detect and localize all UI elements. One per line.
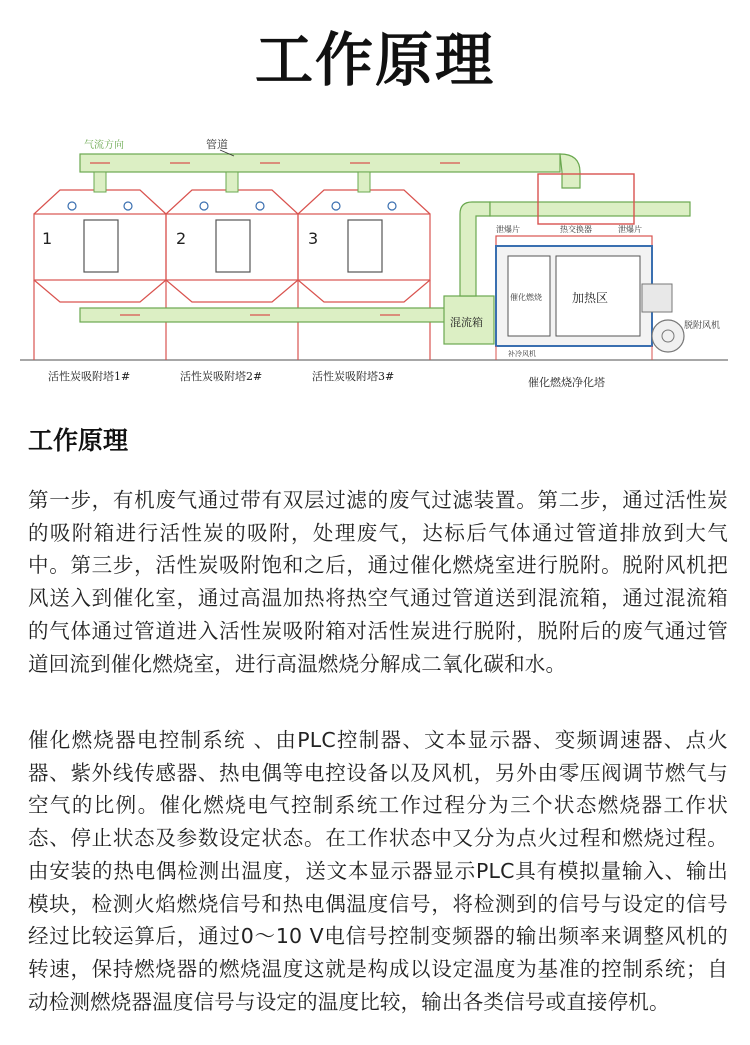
tower-caption-2: 活性炭吸附塔2# <box>180 370 263 383</box>
top-air-duct <box>80 154 580 188</box>
cooling-fan-label: 补冷风机 <box>508 350 536 358</box>
catalytic-label: 催化燃烧 <box>510 293 542 302</box>
tower-caption-3: 活性炭吸附塔3# <box>312 370 395 383</box>
heat-exchanger-label: 热交换器 <box>560 225 592 234</box>
heating-zone-label: 加热区 <box>572 291 609 305</box>
section-heading: 工作原理 <box>28 426 129 455</box>
paragraph-control-system: 催化燃烧器电控制系统 、由PLC控制器、文本显示器、变频调速器、点火器、紫外线传感器、热电偶等电控设备以及风机，另外由零压阀调节燃气与空气的比例。催化燃烧电气控制系统工作过程分为三个状态燃烧器工作状态、停止状态及参数设定状态。在工作状态中又分为点火过程和燃烧过程。由安装的热电偶检测出温度，送文本显示器显示PLC具有模拟量输入、输出模块，检测火焰燃烧信号和热电偶温度信号，将检测到的信号与设定的信号经过比较运算后，通过0～10 V电信号控制变频器的输出频率来调整风机的转速，保持燃烧器的燃烧温度这就是构成以设定温度为基准的控制系统；自动检测燃烧器温度信号与设定的温度比较，输出各类信号或直接停机。 <box>28 728 728 1014</box>
tower-caption-1: 活性炭吸附塔1# <box>48 370 131 383</box>
tower-number-2: 2 <box>176 229 187 248</box>
pipe-label: 管道 <box>206 138 228 151</box>
adsorption-tower-1 <box>34 190 166 360</box>
desorption-fan-label: 脱附风机 <box>684 321 721 331</box>
tower-number-1: 1 <box>42 229 53 248</box>
explosion-vent-label-right: 泄爆片 <box>618 225 642 234</box>
adsorption-tower-3 <box>298 190 430 360</box>
page-title: 工作原理 <box>254 26 495 94</box>
purification-tower-caption: 催化燃烧净化塔 <box>528 376 605 389</box>
explosion-vent-label-left: 泄爆片 <box>496 225 520 234</box>
tower-number-3: 3 <box>308 229 319 248</box>
bottom-air-duct <box>80 308 450 322</box>
mixing-box-label: 混流箱 <box>450 316 483 329</box>
adsorption-tower-2 <box>166 190 298 360</box>
process-diagram <box>20 124 730 394</box>
airflow-label: 气流方向 <box>84 140 124 151</box>
paragraph-process-steps: 第一步，有机废气通过带有双层过滤的废气过滤装置。第二步，通过活性炭的吸附箱进行活性炭的吸附，处理废气，达标后气体通过管道排放到大气中。第三步，活性炭吸附饱和之后，通过催化燃烧室进行脱附。脱附风机把风送入到催化室，通过高温加热将热空气通过管道送到混流箱，通过混流箱的气体通过管道进入活性炭吸附箱对活性炭进行脱附，脱附后的废气通过管道回流到催化燃烧室，进行高温燃烧分解成二氧化碳和水。 <box>28 488 728 676</box>
